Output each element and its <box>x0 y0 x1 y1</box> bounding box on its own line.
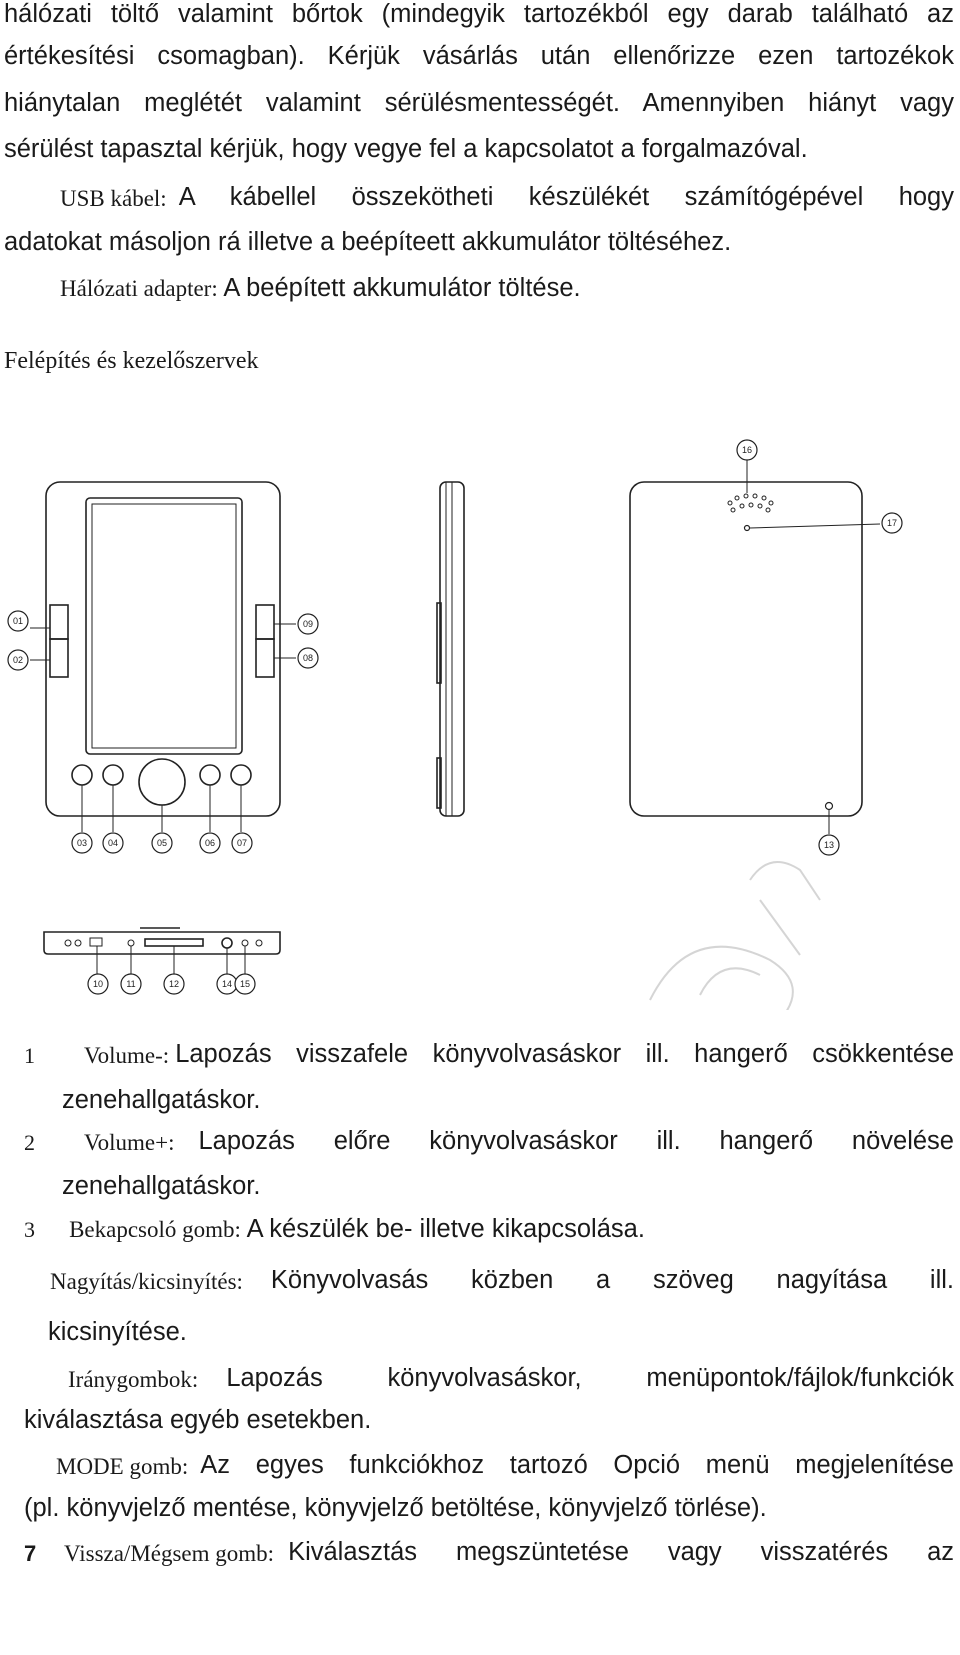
speaker-grille <box>728 494 773 512</box>
intro-line-2-text: értékesítési csomagban). Kérjük vásárlás után ellenőrizze ezen tartozékok <box>4 42 954 70</box>
control-6-line-1 <box>56 1451 954 1480</box>
watermark-logo <box>650 862 820 1010</box>
control-4-label: Nagyítás/kicsinyítés: <box>50 1269 243 1294</box>
control-6-label: MODE gomb: <box>56 1454 189 1479</box>
intro-line-4-text: sérülést tapasztal kérjük, hogy vegye fel a kapcsolatot a forgalmazóval. <box>4 135 808 163</box>
control-1-text-2: zenehallgatáskor. <box>62 1086 261 1114</box>
control-3-label: Bekapcsoló gomb: <box>69 1217 241 1242</box>
control-7-text-1: Kiválasztás megszüntetése vagy visszatérés az <box>288 1538 954 1566</box>
control-5-line-1 <box>68 1364 954 1393</box>
adapter-label: Hálózati adapter: <box>60 276 218 301</box>
control-2-text-1: Lapozás előre könyvolvasáskor ill. hangerő növelése <box>198 1127 954 1155</box>
control-2-number: 2 <box>24 1130 35 1155</box>
usb-text-2: adatokat másoljon rá illetve a beépíteett akkumulátor töltéséhez. <box>4 228 732 256</box>
back-view <box>630 460 880 834</box>
control-2-label: Volume+: <box>84 1130 175 1155</box>
device-diagram <box>0 430 960 1010</box>
intro-line-1 <box>4 0 954 29</box>
intro-line-4 <box>4 135 808 164</box>
control-2-text-2: zenehallgatáskor. <box>62 1172 261 1200</box>
callout-10 <box>88 974 108 994</box>
adapter-line <box>60 274 581 303</box>
usb-text-1: A kábellel összekötheti készülékét számítógépével hogy <box>178 183 954 211</box>
callout-01 <box>8 611 28 631</box>
intro-line-1-text: hálózati töltő valamint bőrtok (mindegyik tartozékból egy darab található az <box>4 0 954 28</box>
callout-05-text: 05 <box>156 838 168 848</box>
section-title: Felépítés és kezelőszervek <box>4 348 259 374</box>
control-4-line-1 <box>50 1266 954 1295</box>
callout-13 <box>819 835 839 855</box>
callout-07-text: 07 <box>236 838 248 848</box>
control-5-text-2: kiválasztása egyéb esetekben. <box>24 1406 372 1434</box>
control-7-number: 7 <box>24 1541 37 1566</box>
callout-16 <box>737 440 757 460</box>
callout-04-text: 04 <box>107 838 119 848</box>
usb-label: USB kábel: <box>60 186 167 211</box>
control-3-text-1: A készülék be- illetve kikapcsolása. <box>246 1215 645 1243</box>
control-4-text-1: Könyvolvasás közben a szöveg nagyítása ill. <box>270 1266 954 1294</box>
callout-12-text: 12 <box>168 979 180 989</box>
control-1-text-1: Lapozás visszafele könyvolvasáskor ill. hangerő csökkentése <box>175 1040 954 1068</box>
callout-12 <box>164 974 184 994</box>
callout-05 <box>152 833 172 853</box>
intro-line-3 <box>4 89 954 118</box>
adapter-text: A beépített akkumulátor töltése. <box>223 274 581 302</box>
callout-14 <box>217 974 237 994</box>
callout-10-text: 10 <box>92 979 104 989</box>
control-4-line-2 <box>48 1318 187 1347</box>
control-1-label: Volume-: <box>84 1043 170 1068</box>
callout-17 <box>882 513 902 533</box>
callout-15-text: 15 <box>239 979 251 989</box>
control-5-text-1: Lapozás könyvolvasáskor, menüpontok/fájlok/funkciók <box>226 1364 954 1392</box>
callout-03-text: 03 <box>76 838 88 848</box>
callout-14-text: 14 <box>221 979 233 989</box>
callout-02 <box>8 650 28 670</box>
bottom-edge-view <box>44 928 280 975</box>
control-2-line-2 <box>62 1172 260 1201</box>
side-view <box>437 482 464 816</box>
callout-09 <box>298 614 318 634</box>
control-6-text-2: (pl. könyvjelző mentése, könyvjelző betöltése, könyvjelző törlése). <box>24 1494 767 1522</box>
usb-line-1 <box>60 183 954 212</box>
front-view <box>30 482 296 832</box>
callout-04 <box>103 833 123 853</box>
callout-06-text: 06 <box>204 838 216 848</box>
control-7-label: Vissza/Mégsem gomb: <box>64 1541 275 1566</box>
callout-15 <box>235 974 255 994</box>
callout-16-text: 16 <box>741 445 753 455</box>
control-7-line-1 <box>24 1538 954 1567</box>
callout-09-text: 09 <box>302 619 314 629</box>
usb-line-2 <box>4 228 731 257</box>
callout-07 <box>232 833 252 853</box>
control-3-number: 3 <box>24 1217 35 1242</box>
intro-line-3-text: hiánytalan meglétét valamint sérülésmentességét. Amennyiben hiányt vagy <box>4 89 954 117</box>
callout-17-text: 17 <box>886 518 898 528</box>
callout-13-text: 13 <box>823 840 835 850</box>
callout-08-text: 08 <box>302 653 314 663</box>
control-1-line-1 <box>24 1040 954 1069</box>
control-3-line-1 <box>24 1215 645 1244</box>
intro-line-2 <box>4 42 954 71</box>
control-6-line-2 <box>24 1494 767 1523</box>
callout-11-text: 11 <box>126 979 136 989</box>
callout-01-text: 01 <box>12 616 24 626</box>
callout-11 <box>121 974 141 994</box>
control-2-line-1 <box>24 1127 954 1156</box>
callout-03 <box>72 833 92 853</box>
control-1-number: 1 <box>24 1043 35 1068</box>
callout-06 <box>200 833 220 853</box>
control-5-label: Iránygombok: <box>68 1367 199 1392</box>
control-6-text-1: Az egyes funkciókhoz tartozó Opció menü megjelenítése <box>200 1451 954 1479</box>
callout-02-text: 02 <box>12 655 24 665</box>
control-4-text-2: kicsinyítése. <box>48 1318 187 1346</box>
control-5-line-2 <box>24 1406 371 1435</box>
callout-08 <box>298 648 318 668</box>
control-1-line-2 <box>62 1086 260 1115</box>
